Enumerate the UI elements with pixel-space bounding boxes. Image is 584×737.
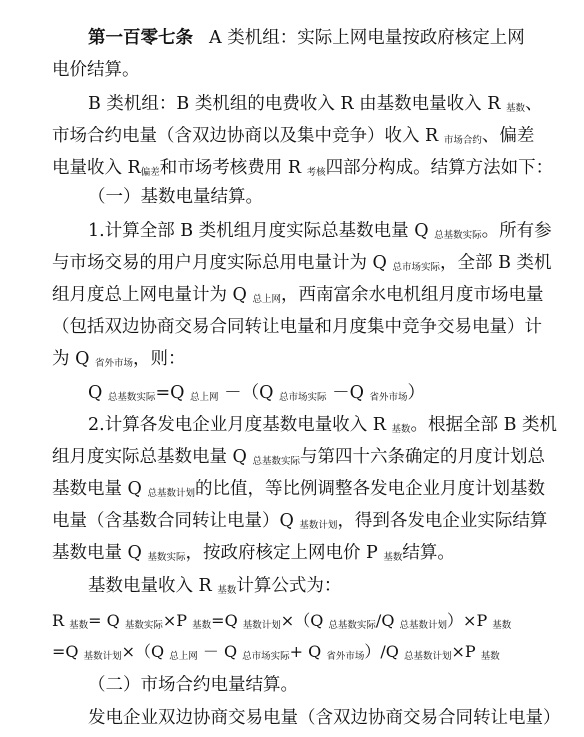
sec1-p1-line-1: 1.计算全部 B 类机组月度实际总基数电量 Q $_{总基数实际}$。所有参 [88, 221, 552, 241]
sec1-p2-line-5: 基数电量 Q $_{基数实际}$，按政府核定上网电价 P $_{基数}$结算。 [52, 543, 455, 563]
section-2-title: （二）市场合约电量结算。 [88, 675, 298, 695]
section-1-title: （一）基数电量结算。 [88, 187, 263, 207]
article-a-continuation: 电价结算。 [52, 60, 140, 80]
article-heading-line [88, 26, 525, 50]
sec1-p1-line-2: 与市场交易的用户月度实际总用电量计为 Q $_{总市场实际}$，全部 B 类机 [52, 253, 552, 273]
formula-1: Q $_{总基数实际}$=Q $_{总上网}$ －（Q $_{总市场实际}$ －Q $_{省外市场}$） [88, 383, 426, 403]
b-para-line-3: 电量收入 $R_{偏差}$和市场考核费用 R $_{考核}$四部分构成。结算方法如下： [52, 158, 554, 178]
sec2-line-1: 发电企业双边协商交易电量（含双边协商交易合同转让电量） [88, 708, 561, 728]
sec1-p2-line-3: 基数电量 Q $_{总基数计划}$的比值，等比例调整各发电企业月度计划基数 [52, 479, 545, 499]
b-para-line-2: 市场合约电量（含双边协商以及集中竞争）收入 R $_{市场合约}$、偏差 [52, 126, 535, 146]
sec1-p2-line-1: 2.计算各发电企业月度基数电量收入 R $_{基数}$。根据全部 B 类机 [88, 415, 558, 435]
article-a-text: A 类机组：实际上网电量按政府核定上网 [209, 28, 525, 48]
formula-title: 基数电量收入 R $_{基数}$计算公式为： [88, 576, 342, 596]
sec1-p1-line-3: 组月度总上网电量计为 Q $_{总上网}$，西南富余水电机组月度市场电量 [52, 285, 544, 305]
sec1-p2-line-2: 组月度实际总基数电量 Q $_{总基数实际}$与第四十六条确定的月度计划总 [52, 447, 545, 467]
formula-3: =Q $_{基数计划}$×（Q $_{总上网}$ － Q $_{总市场实际}$+ Q $_{省外市场}$）/Q $_{总基数计划}$×P $_{基数}$ [52, 642, 500, 662]
b-para-line-1: B 类机组：B 类机组的电费收入 R 由基数电量收入 R $_{基数}$、 [88, 94, 543, 114]
formula-2: R $_{基数}$= Q $_{基数实际}$×P $_{基数}$=Q $_{基数计划}$×（Q $_{总基数实际}$/Q $_{总基数计划}$）×P $_{基数}$ [52, 611, 512, 631]
sec1-p1-line-4: （包括双边协商交易合同转让电量和月度集中竞争交易电量）计 [52, 317, 542, 337]
sec1-p1-line-5: 为 Q $_{省外市场}$，则： [52, 349, 186, 369]
article-number: 第一百零七条 [88, 28, 193, 48]
sec1-p2-line-4: 电量（含基数合同转让电量）Q $_{基数计划}$，得到各发电企业实际结算 [52, 511, 548, 531]
